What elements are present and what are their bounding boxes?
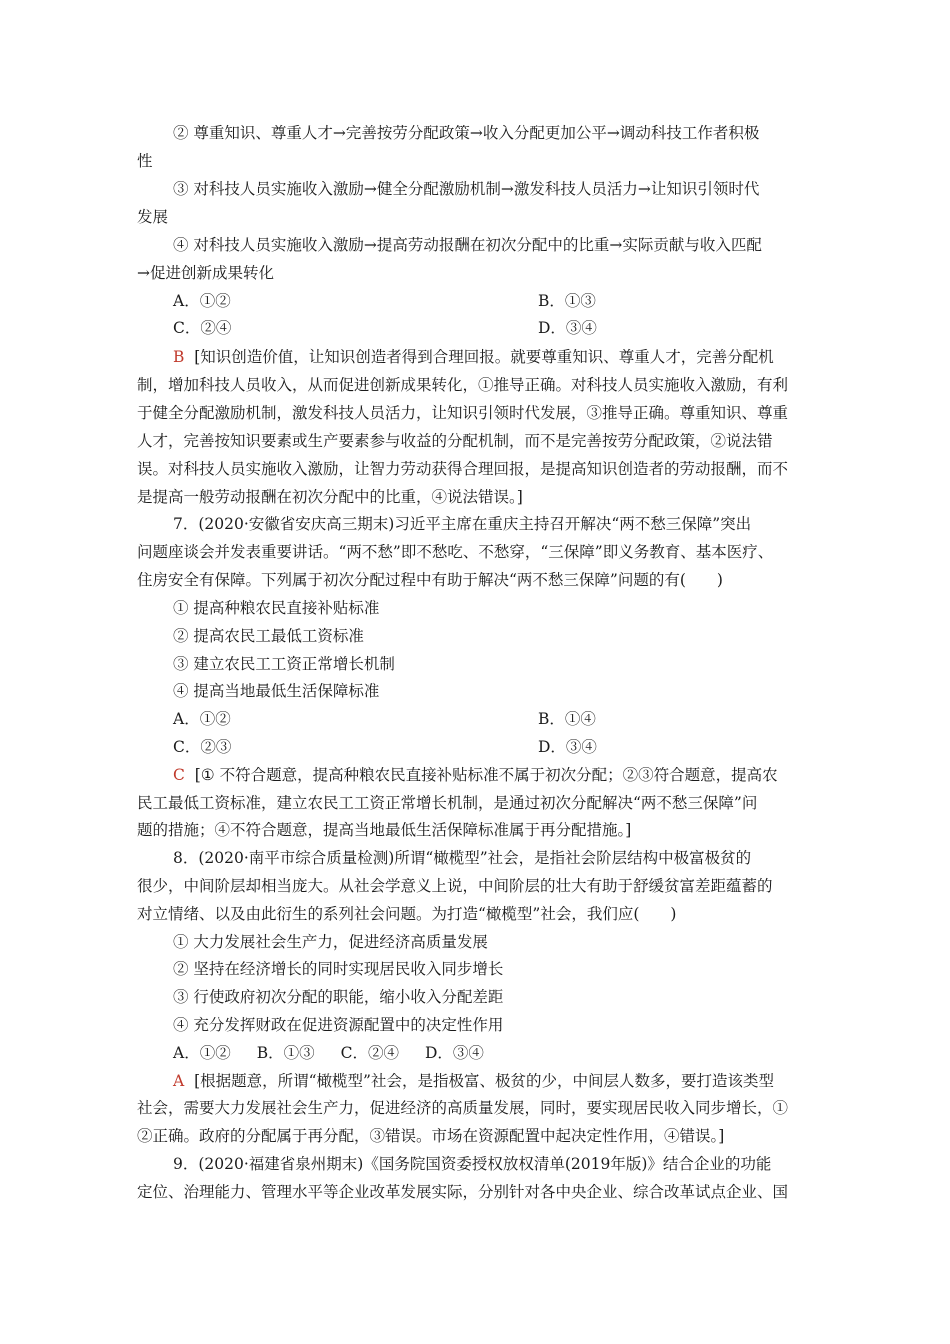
- q6-item-2-cont: 性: [137, 152, 153, 170]
- q8-explanation-line-3: ②正确。政府的分配属于再分配，③错误。市场在资源配置中起决定性作用，④错误。]: [137, 1127, 725, 1145]
- q8-option-b: B．①③: [256, 1044, 315, 1062]
- q6-explanation-line-5: 误。对科技人员实施收入激励，让智力劳动获得合理回报，是提高知识创造者的劳动报酬，而不: [137, 460, 789, 478]
- q6-explanation-line-6: 是提高一般劳动报酬在初次分配中的比重，④说法错误。]: [137, 488, 523, 506]
- q6-explanation-line-4: 人才，完善按知识要素或生产要素参与收益的分配机制，而不是完善按劳分配政策，②说法错: [137, 432, 773, 450]
- q8-explanation-line-2: 社会，需要大力发展社会生产力，促进经济的高质量发展，同时，要实现居民收入同步增长，①: [137, 1099, 789, 1117]
- q8-options-row: [173, 1043, 817, 1063]
- q8-stem-line-1: 8．(2020·南平市综合质量检测)所谓“橄榄型”社会，是指社会阶层结构中极富极贫的: [173, 849, 752, 867]
- q7-explanation-line-2: 民工最低工资标准，建立农民工工资正常增长机制，是通过初次分配解决“两不愁三保障”问: [137, 794, 758, 812]
- q7-option-b: B．①④: [538, 710, 596, 728]
- q7-stem-line-1: 7．(2020·安徽省安庆高三期末)习近平主席在重庆主持召开解决“两不愁三保障”突出: [173, 515, 752, 533]
- q6-option-c: C．②④: [173, 319, 232, 337]
- q7-item-1: ① 提高种粮农民直接补贴标准: [173, 599, 380, 617]
- q6-item-3-cont: 发展: [137, 208, 169, 226]
- q8-option-a: A．①②: [173, 1044, 231, 1062]
- q7-option-c: C．②③: [173, 738, 232, 756]
- q8-option-d: D．③④: [424, 1044, 484, 1062]
- q7-explanation-line-3: 题的措施；④不符合题意，提高当地最低生活保障标准属于再分配措施。]: [137, 821, 632, 839]
- q8-item-3: ③ 行使政府初次分配的职能，缩小收入分配差距: [173, 988, 504, 1006]
- q7-option-d: D．③④: [538, 738, 597, 756]
- q7-option-a: A．①②: [173, 710, 231, 728]
- q6-explanation-line-2: 制，增加科技人员收入，从而促进创新成果转化，①推导正确。对科技人员实施收入激励，有利: [137, 376, 789, 394]
- q6-item-3: ③ 对科技人员实施收入激励→健全分配激励机制→激发科技人员活力→让知识引领时代: [173, 180, 760, 198]
- q8-item-1: ① 大力发展社会生产力，促进经济高质量发展: [173, 933, 488, 951]
- q6-item-2: ② 尊重知识、尊重人才→完善按劳分配政策→收入分配更加公平→调动科技工作者积极: [173, 124, 760, 142]
- q8-answer-letter: A: [173, 1072, 185, 1090]
- q8-stem-line-2: 很少，中间阶层却相当庞大。从社会学意义上说，中间阶层的壮大有助于舒缓贫富差距蕴蓄的: [137, 877, 773, 895]
- q7-explanation-line-1: C [① 不符合题意，提高种粮农民直接补贴标准不属于初次分配；②③符合题意，提高农: [173, 766, 778, 784]
- q6-explanation-line-1: B [知识创造价值，让知识创造者得到合理回报。就要尊重知识、尊重人才，完善分配机: [173, 348, 774, 366]
- q9-stem-line-2: 定位、治理能力、管理水平等企业改革发展实际，分别针对各中央企业、综合改革试点企业、国: [137, 1183, 789, 1201]
- q6-option-b: B．①③: [538, 292, 596, 310]
- q6-option-a: A．①②: [173, 292, 231, 310]
- q7-answer-letter: C: [173, 766, 185, 784]
- q7-item-3: ③ 建立农民工工资正常增长机制: [173, 655, 395, 673]
- q6-explanation-line-3: 于健全分配激励机制，激发科技人员活力，让知识引领时代发展，③推导正确。尊重知识、尊重: [137, 404, 789, 422]
- q7-stem-line-2: 问题座谈会并发表重要讲话。“两不愁”即不愁吃、不愁穿，“三保障”即义务教育、基本医疗、: [137, 543, 774, 561]
- q7-item-4: ④ 提高当地最低生活保障标准: [173, 682, 380, 700]
- q6-option-d: D．③④: [538, 319, 597, 337]
- q6-answer-letter: B: [173, 348, 185, 366]
- q8-stem-line-3: 对立情绪、以及由此衍生的系列社会问题。为打造“橄榄型”社会，我们应( ): [137, 905, 677, 923]
- q7-item-2: ② 提高农民工最低工资标准: [173, 627, 364, 645]
- q9-stem-line-1: 9．(2020·福建省泉州期末)《国务院国资委授权放权清单(2019年版)》结合企业的功能: [173, 1155, 772, 1173]
- q6-item-4: ④ 对科技人员实施收入激励→提高劳动报酬在初次分配中的比重→实际贡献与收入匹配: [173, 236, 762, 254]
- q8-item-2: ② 坚持在经济增长的同时实现居民收入同步增长: [173, 960, 504, 978]
- q8-option-c: C．②④: [340, 1044, 399, 1062]
- q7-stem-line-3: 住房安全有保障。下列属于初次分配过程中有助于解决“两不愁三保障”问题的有( ): [137, 571, 723, 589]
- q8-item-4: ④ 充分发挥财政在促进资源配置中的决定性作用: [173, 1016, 504, 1034]
- q6-item-4-cont: →促进创新成果转化: [137, 264, 274, 282]
- q8-explanation-line-1: A [根据题意，所谓“橄榄型”社会，是指极富、极贫的少，中间层人数多，要打造该类型: [173, 1072, 774, 1090]
